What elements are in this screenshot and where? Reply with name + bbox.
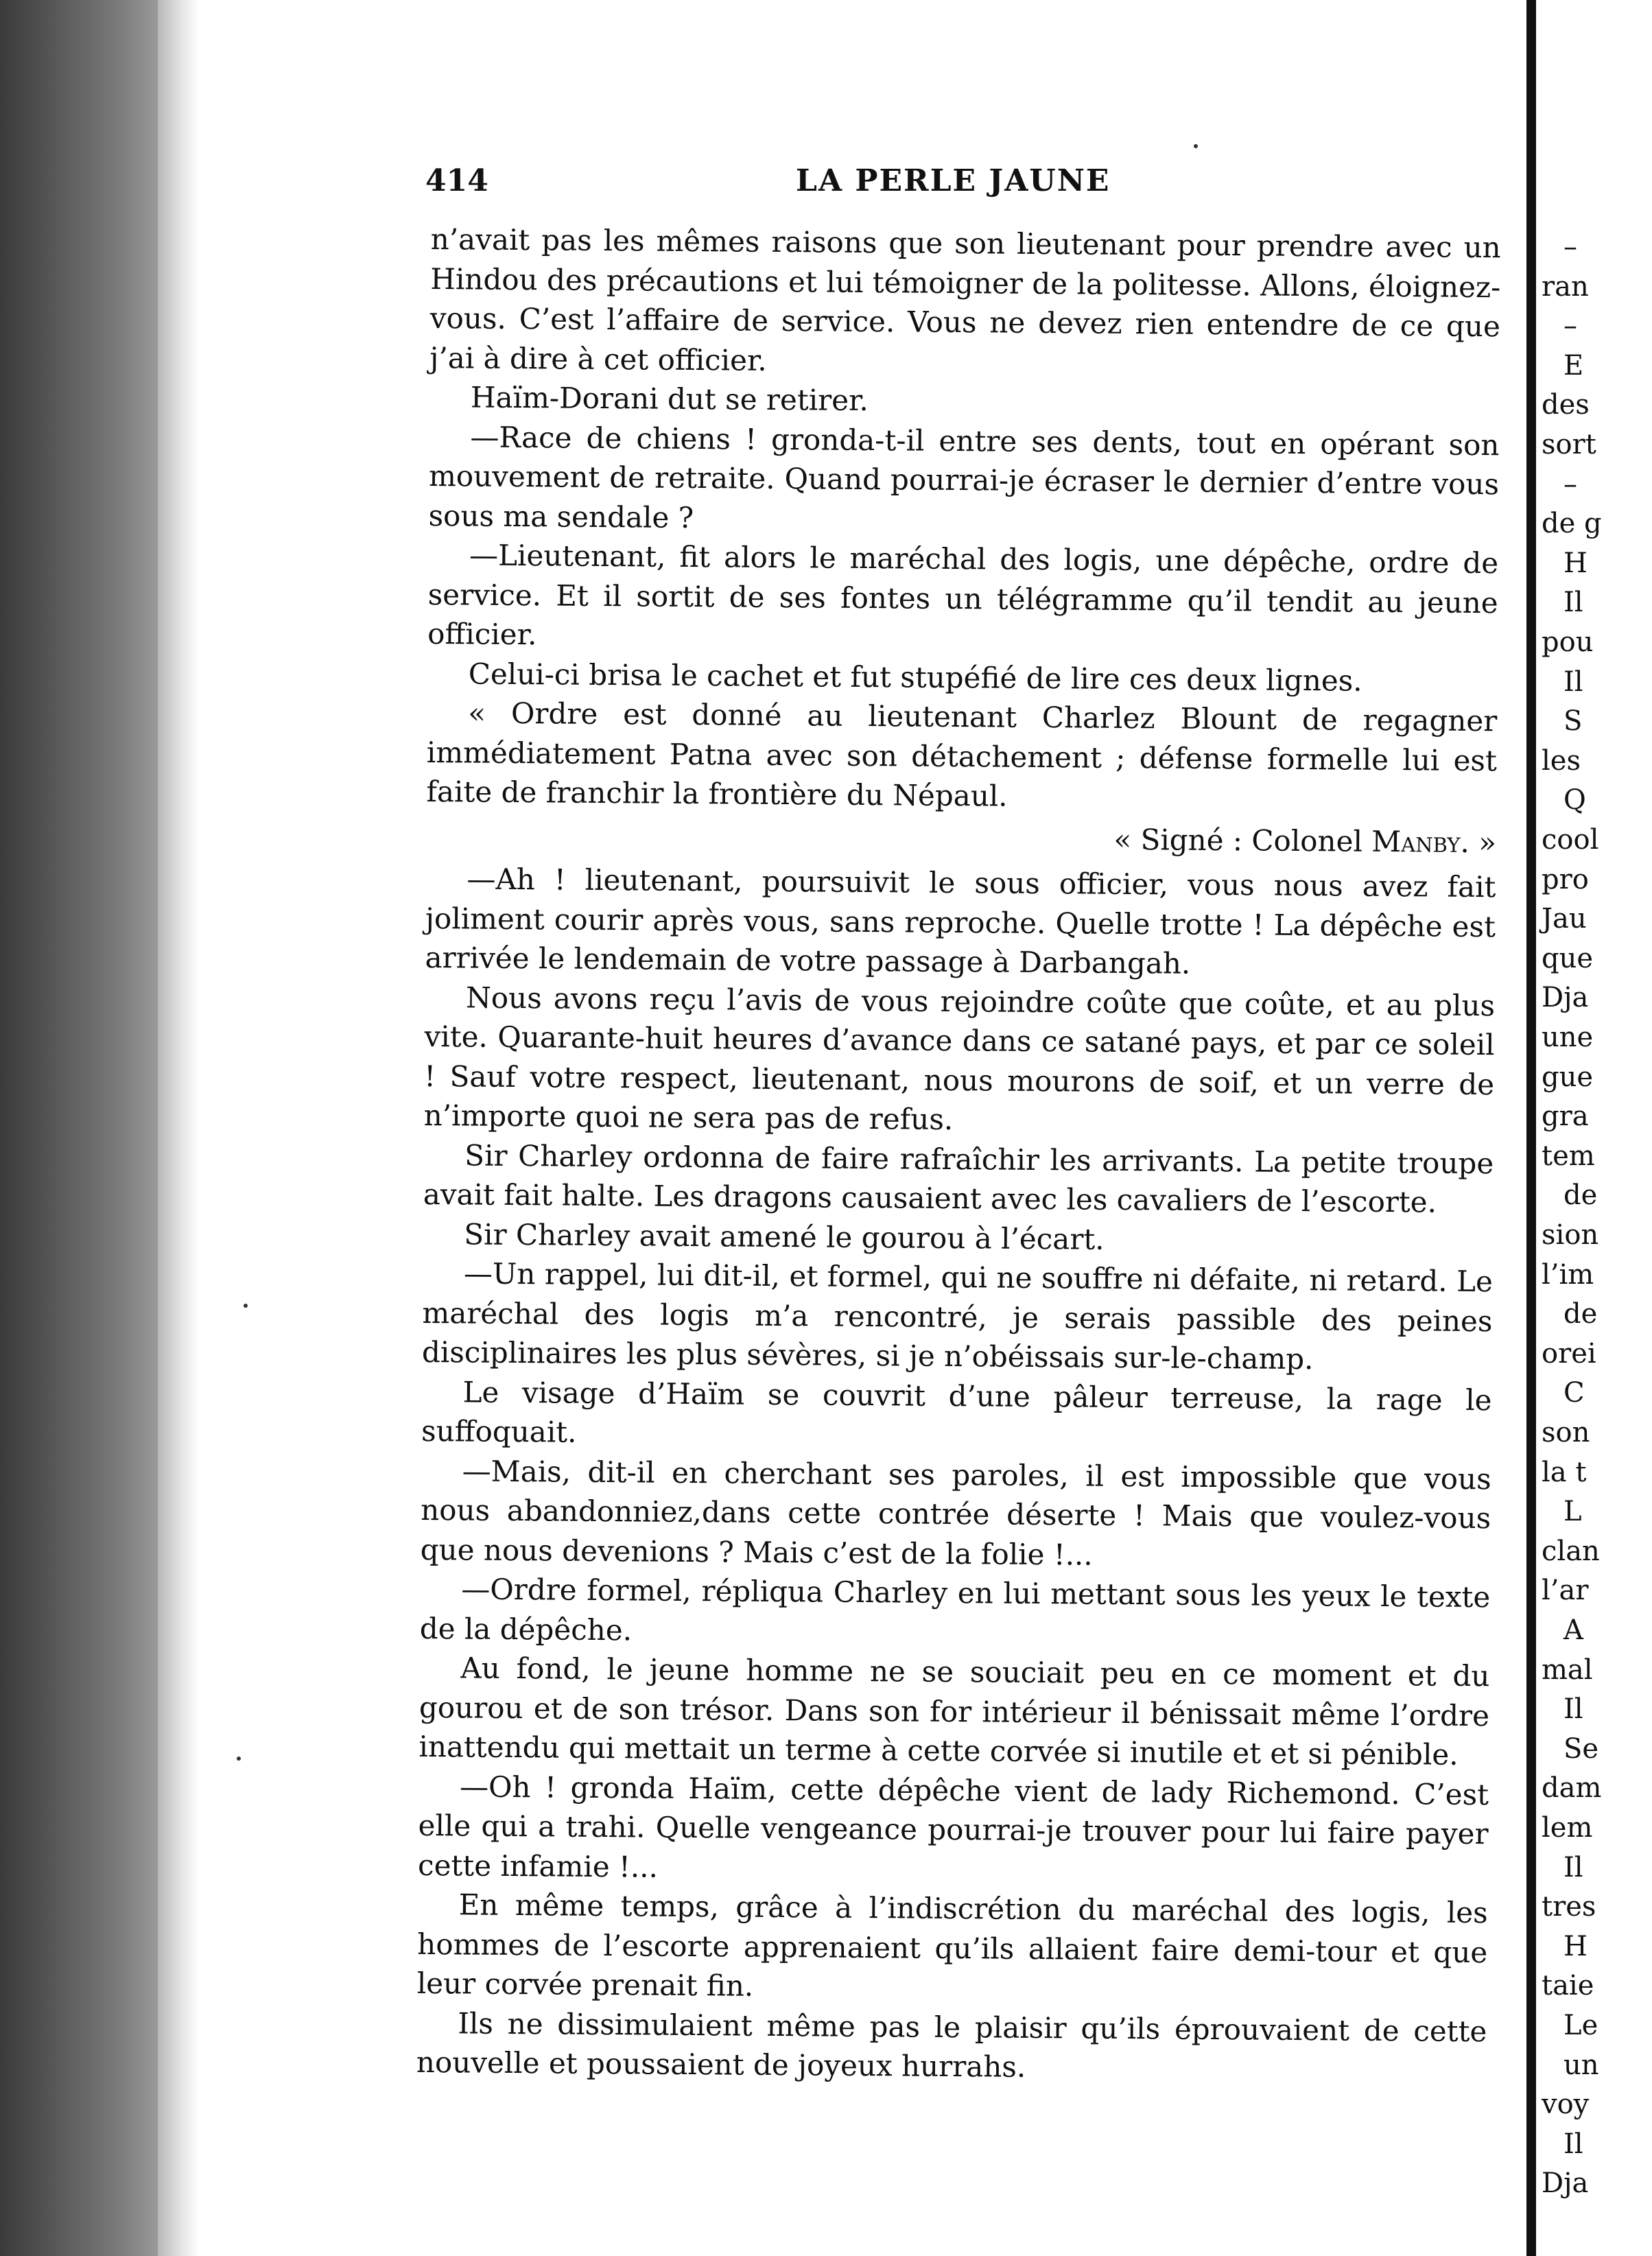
right-page-line-fragment: Se <box>1564 1732 1599 1765</box>
right-page-line-fragment: pou <box>1542 626 1594 658</box>
right-page-line-fragment: orei <box>1542 1337 1596 1370</box>
paragraph: Haïm-Dorani dut se retirer. <box>470 380 869 418</box>
right-page-line-fragment: de <box>1564 1298 1598 1330</box>
paragraph: —Race de chiens ! gronda-t-il entre ses dents, tout en opérant son mouvement de retraite. Quand pourrai-je écraser le dernier d’entre vous sous ma sendale ? <box>428 419 1500 534</box>
right-page-line-fragment: dam <box>1542 1772 1602 1805</box>
body-text <box>416 220 1501 2091</box>
right-page-line-fragment: Il <box>1564 1693 1583 1726</box>
paragraph: —Ordre formel, répliqua Charley en lui mettant sous les yeux le texte de la dépêche. <box>419 1572 1491 1647</box>
signature-prefix: « Signé : Colonel <box>1113 822 1363 858</box>
right-page-line-fragment: son <box>1542 1417 1590 1448</box>
page-header <box>425 163 1468 204</box>
paragraph: —Mais, dit-il en cherchant ses paroles, il est impossible que vous nous abandonniez,dans cette contrée déserte ! Mais que voulez-vous que nous devenions ? Mais c’est de la folie !... <box>420 1453 1491 1572</box>
right-page-line-fragment: sion <box>1542 1219 1599 1251</box>
right-page-line-fragment: l’im <box>1542 1258 1594 1291</box>
right-page-line-fragment: une <box>1542 1022 1594 1053</box>
right-page-line-fragment: clan <box>1542 1535 1600 1567</box>
right-page-line-fragment: – <box>1564 231 1577 263</box>
paper-speck <box>244 1304 248 1308</box>
page-gutter <box>1526 0 1536 2256</box>
paragraph: —Ah ! lieutenant, poursuivit le sous officier, vous nous avez fait joliment courir après vous, sans reproche. Quelle trotte ! La dépêche est arrivée le lendemain de votre passage à Darbangah. <box>425 862 1496 980</box>
right-page-line-fragment: tres <box>1542 1891 1596 1923</box>
right-page-line-fragment: ran <box>1542 270 1589 303</box>
right-page-line-fragment: Le <box>1564 2010 1598 2041</box>
page-shadow <box>158 0 199 2256</box>
right-page-line-fragment: – <box>1564 310 1577 342</box>
paragraph: Celui-ci brisa le cachet et fut stupéfié de lire ces deux lignes. <box>468 656 1362 698</box>
right-page-line-fragment: cool <box>1542 824 1599 856</box>
right-page-line-fragment: Jau <box>1542 903 1587 935</box>
right-page-line-fragment: Q <box>1564 784 1586 816</box>
right-page-line-fragment: taie <box>1542 1970 1594 2002</box>
right-page-line-fragment: Il <box>1564 587 1583 619</box>
right-page-line-fragment: Il <box>1564 666 1583 698</box>
right-page-line-fragment: A <box>1564 1614 1583 1646</box>
right-page-line-fragment: H <box>1564 1930 1588 1962</box>
right-page-line-fragment: S <box>1564 705 1583 738</box>
right-page-line-fragment: un <box>1564 2049 1599 2081</box>
right-page-line-fragment: de <box>1564 1179 1598 1212</box>
right-page-line-fragment: L <box>1564 1496 1582 1528</box>
right-page-line-fragment: gra <box>1542 1101 1589 1133</box>
paper-speck <box>1194 144 1198 148</box>
running-title: LA PERLE JAUNE <box>796 163 1111 198</box>
signature-line <box>426 814 1496 862</box>
right-page-line-fragment: Dja <box>1542 982 1589 1014</box>
right-page-line-fragment: lem <box>1542 1812 1593 1844</box>
right-page-line-fragment: la t <box>1542 1456 1587 1488</box>
paragraph: Le visage d’Haïm se couvrit d’une pâleur terreuse, la rage le suffoquait. <box>421 1374 1492 1449</box>
right-page-line-fragment: Dja <box>1542 2167 1589 2200</box>
right-page-line-fragment: Il <box>1564 1851 1583 1883</box>
paragraph: Au fond, le jeune homme ne se souciait peu en ce moment et du gourou et de son trésor. Dans son for intérieur il bénissait même l’ordre inattendu qui mettait un terme à cette corvée si inutile et et si pénible. <box>418 1651 1490 1772</box>
right-page-line-fragment: les <box>1542 744 1581 777</box>
right-page-line-fragment: tem <box>1542 1140 1595 1172</box>
right-page-line-fragment: que <box>1542 942 1594 974</box>
right-page-line-fragment: H <box>1564 547 1588 579</box>
right-page-line-fragment: gue <box>1542 1061 1594 1093</box>
right-page-line-fragment: C <box>1564 1377 1585 1409</box>
paper-speck <box>237 1756 241 1761</box>
paragraph: Sir Charley avait amené le gourou à l’écart. <box>464 1217 1105 1256</box>
right-page-line-fragment: mal <box>1542 1654 1593 1686</box>
quoted-order: « Ordre est donné au lieutenant Charlez Blount de regagner immédiatement Patna avec son détachement ; défense formelle lui est faite de franchir la frontière du Népaul. <box>426 696 1498 813</box>
book-edge <box>0 0 158 2256</box>
signature-name: Manby <box>1371 824 1461 859</box>
right-page-line-fragment: l’ar <box>1542 1575 1589 1607</box>
paragraph: n’avait pas les mêmes raisons que son lieutenant pour prendre avec un Hindou des précautions et lui témoigner de la politesse. Allons, éloignez-vous. C’est l’affaire de service. Vous ne devez rien entendre de ce que j’ai à dire à cet officier. <box>429 222 1501 377</box>
right-page-line-fragment: – <box>1564 468 1577 500</box>
paragraph: Ils ne dissimulaient même pas le plaisir qu’ils éprouvaient de cette nouvelle et poussaient de joyeux hurrahs. <box>416 2006 1487 2084</box>
page-number: 414 <box>425 163 488 198</box>
signature-suffix: . » <box>1460 825 1497 859</box>
right-page-fragment <box>1536 0 1652 2256</box>
right-page-line-fragment: voy <box>1542 2089 1590 2121</box>
right-page-line-fragment: Il <box>1564 2128 1583 2160</box>
right-page-line-fragment: sort <box>1542 429 1596 460</box>
paragraph: —Lieutenant, fit alors le maréchal des logis, une dépêche, ordre de service. Et il sortit de ses fontes un télégramme qu’il tendit au jeune officier. <box>427 538 1499 652</box>
right-page-line-fragment: de g <box>1542 508 1602 540</box>
paragraph: —Oh ! gronda Haïm, cette dépêche vient de lady Richemond. C’est elle qui a trahi. Quelle vengeance pourrai-je trouver pour lui faire payer cette infamie !... <box>417 1769 1489 1884</box>
paragraph: —Un rappel, lui dit-il, et formel, qui ne souffre ni défaite, ni retard. Le maréchal des logis m’a rencontré, je serais passible des peines disciplinaires les plus sévères, si je n’obéissais sur-le-champ. <box>421 1256 1494 1376</box>
paragraph: En même temps, grâce à l’indiscrétion du maréchal des logis, les hommes de l’escorte apprenaient qu’ils allaient faire demi-tour et que leur corvée prenait fin. <box>416 1888 1488 2003</box>
paragraph: Nous avons reçu l’avis de vous rejoindre coûte que coûte, et au plus vite. Quarante-huit heures d’avance dans ce satané pays, et par ce soleil ! Sauf votre respect, lieutenant, nous mourons de soif, et un verre de n’importe quoi ne sera pas de refus. <box>423 980 1496 1137</box>
right-page-line-fragment: E <box>1564 349 1584 381</box>
paragraph: Sir Charley ordonna de faire rafraîchir les arrivants. La petite troupe avait fait halte. Les dragons causaient avec les cavaliers de l’escorte. <box>423 1138 1494 1219</box>
right-page-line-fragment: pro <box>1542 863 1589 895</box>
right-page-line-fragment: des <box>1542 389 1590 421</box>
